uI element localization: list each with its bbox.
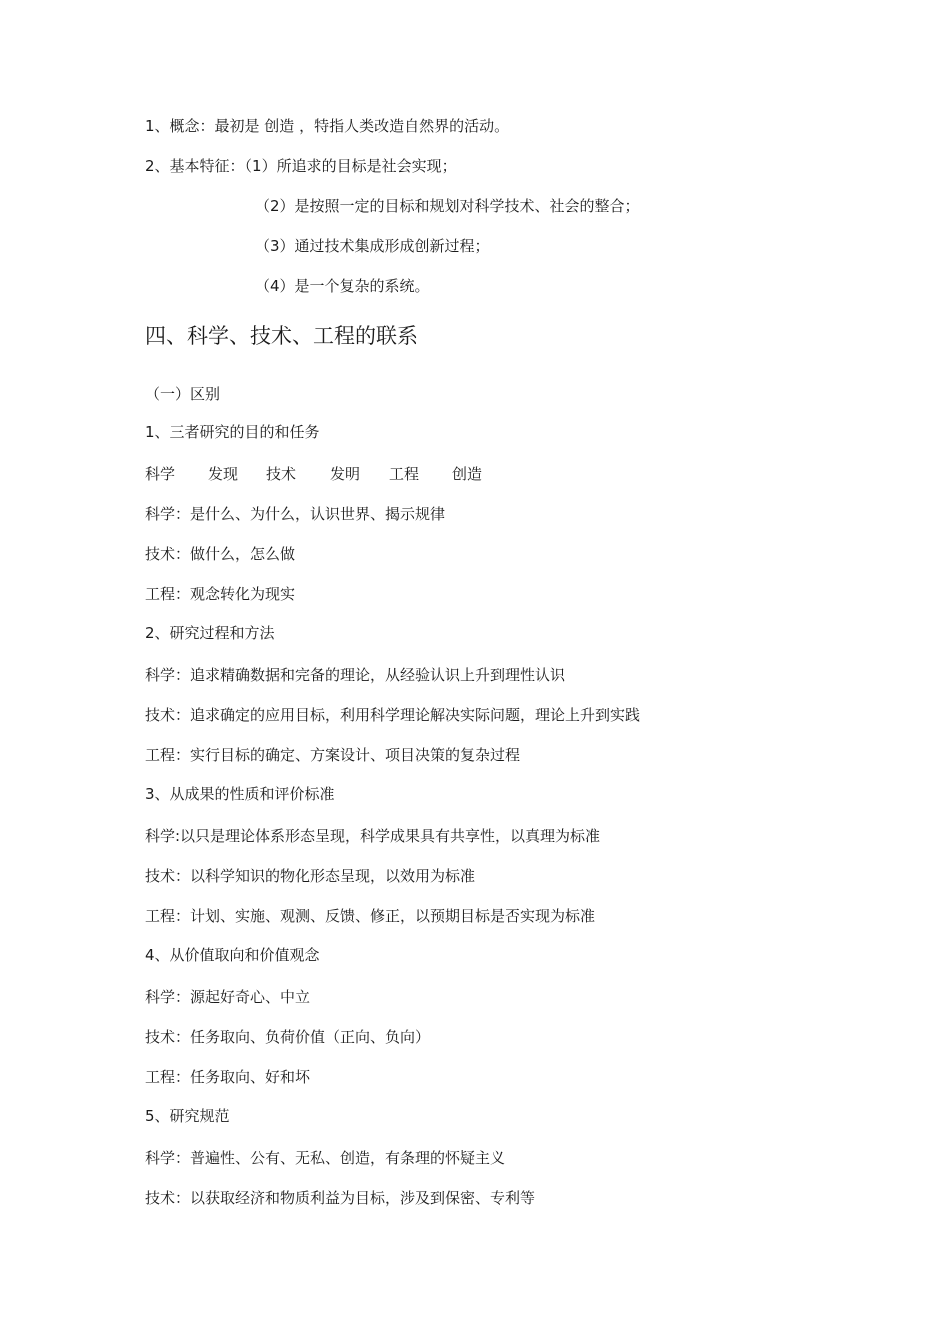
- point-5-technology: 技术：以获取经济和物质利益为目标，涉及到保密、专利等: [145, 1189, 536, 1207]
- term-creation: 创造: [452, 465, 483, 483]
- point-4-engineering: 工程：任务取向、好和坏: [145, 1068, 311, 1086]
- point-1-engineering: 工程：观念转化为现实: [145, 585, 296, 603]
- term-discovery: 发现: [208, 465, 239, 483]
- point-2-science: 科学：追求精确数据和完备的理论，从经验认识上升到理性认识: [145, 666, 566, 684]
- point-5-heading: 5、研究规范: [145, 1107, 230, 1125]
- terms-row: [145, 464, 482, 484]
- term-engineering: 工程: [389, 465, 420, 483]
- point-4-technology: 技术：任务取向、负荷价值（正向、负向）: [145, 1028, 431, 1046]
- engineering-feature-4: （4）是一个复杂的系统。: [255, 277, 430, 295]
- point-4-science: 科学：源起好奇心、中立: [145, 988, 311, 1006]
- engineering-feature-3: （3）通过技术集成形成创新过程；: [255, 237, 490, 255]
- engineering-features-intro: 2、基本特征：（1）所追求的目标是社会实现；: [145, 157, 457, 175]
- engineering-concept: 1、概念：最初是 创造 ，特指人类改造自然界的活动。: [145, 117, 510, 135]
- point-3-heading: 3、从成果的性质和评价标准: [145, 785, 335, 803]
- subsection-title: （一）区别: [145, 385, 221, 403]
- point-2-engineering: 工程：实行目标的确定、方案设计、项目决策的复杂过程: [145, 746, 521, 764]
- point-3-technology: 技术：以科学知识的物化形态呈现，以效用为标准: [145, 867, 476, 885]
- section-title: 四、科学、技术、工程的联系: [145, 324, 418, 348]
- point-2-heading: 2、研究过程和方法: [145, 624, 275, 642]
- term-science: 科学: [145, 465, 176, 483]
- point-5-science: 科学：普遍性、公有、无私、创造，有条理的怀疑主义: [145, 1149, 506, 1167]
- point-3-science: 科学:以只是理论体系形态呈现，科学成果具有共享性，以真理为标准: [145, 827, 601, 845]
- term-invention: 发明: [330, 465, 361, 483]
- point-1-science: 科学：是什么、为什么，认识世界、揭示规律: [145, 505, 446, 523]
- point-1-technology: 技术：做什么，怎么做: [145, 545, 296, 563]
- point-1-heading: 1、三者研究的目的和任务: [145, 423, 320, 441]
- engineering-feature-2: （2）是按照一定的目标和规划对科学技术、社会的整合；: [255, 197, 640, 215]
- point-2-technology: 技术：追求确定的应用目标，利用科学理论解决实际问题，理论上升到实践: [145, 706, 641, 724]
- point-3-engineering: 工程：计划、实施、观测、反馈、修正，以预期目标是否实现为标准: [145, 907, 596, 925]
- term-technology: 技术: [266, 465, 297, 483]
- point-4-heading: 4、从价值取向和价值观念: [145, 946, 320, 964]
